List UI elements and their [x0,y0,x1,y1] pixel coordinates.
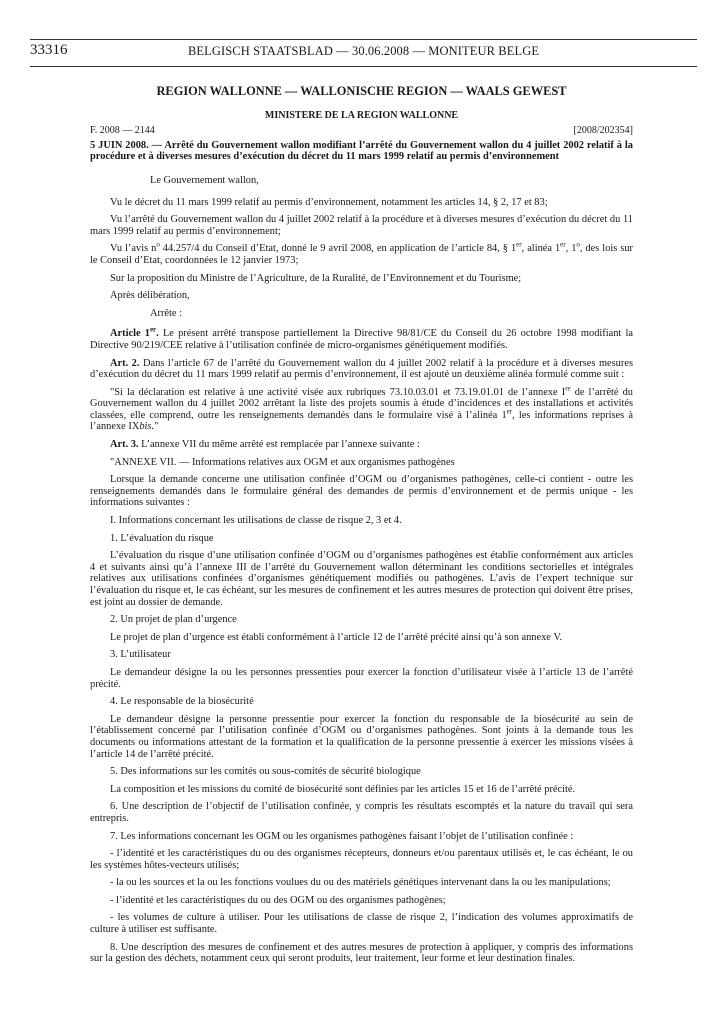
page-header [30,40,697,66]
act-title: 5 JUIN 2008. — Arrêté du Gouvernement wallon modifiant l’arrêté du Gouvernement wallon du 4 juillet 2002 relatif à la procédure et à diverses mesures d’exécution du décret du 11 mars 1999 relatif au permis d’environnement [90,139,633,163]
article-1: Article 1er. Le présent arrêté transpose partiellement la Directive 98/81/CE du Conseil du 26 octobre 1998 modifiant la Directive 90/219/CEE relative à l’utilisation confinée de micro-organismes génétiquement modifiés. [90,325,633,351]
page-number: 33316 [30,42,68,58]
article-2-quote: "Si la déclaration est relative à une activité visée aux rubriques 73.10.03.01 et 73.19.01.01 de l’annexe Ire de l’arrêté du Gouvernement wallon du 4 juillet 2002 arrêtant la liste des projets soumis à étude d’incidences et des installations et activités classées, elle comprend, outre les renseignements demandés dans le formulaire visé à l’alinéa 1er, les informations reprises à l’annexe IXbis." [90,384,633,433]
running-title: BELGISCH STAATSBLAD — 30.06.2008 — MONITEUR BELGE [187,44,540,58]
list-item: - la ou les sources et la ou les fonctions voulues du ou des matériels génétiques intervenant dans la ou les manipulations; [110,877,611,889]
section-4-title: 4. Le responsable de la biosécurité [110,696,254,708]
document-body [90,86,633,971]
recital-vu-avis: Vu l’avis $n^o$ 44.257/4 du Conseil d’Etat, donné le 9 avril 2008, en application de l’article 84, § 1er, alinéa 1er, 1$^o$, des lois sur le Conseil d’Etat, coordonnées le 12 janvier 1973; [90,240,633,266]
section-5-text: La composition et les missions du comité de biosécurité sont définies par les articles 15 et 16 de l’arrêté précité. [110,783,576,795]
article-2-label: Art. 2. [110,357,140,369]
reference-number: F. 2008 — 2144 [90,125,155,137]
recital-deliberation: Après délibération, [110,290,190,302]
section-4-text: Le demandeur désigne la personne pressentie pour exercer la fonction du responsable de la biosécurité au sein de l’établissement concerné par l’utilisation confinée d’OGM ou d’organismes pathogènes. Sont joints à la demande tous les documents ou informations attestant de la formation et la qualification de la personne pressentie à exercer les missions visées à l’article 14 de l’arrêté précité. [90,713,633,760]
section-1-text: L’évaluation du risque d’une utilisation confinée d’OGM ou d’organismes pathogènes est établie conformément aux articles 4 et suivants ainsi qu’à l’annexe III de l’arrêté du Gouvernement wallon déterminant les conditions sectorielles et intégrales relatives aux utilisations confinées d’organismes génétiquement modifiés ou pathogènes. L’avis de l’expert technique sur l’évaluation du risque et, le cas échéant, sur les mesures de confinement et les autres mesures de protection qui doivent être prises, est joint au dossier de demande. [90,550,633,608]
list-item: - l’identité et les caractéristiques du ou des organismes récepteurs, donneurs et/ou parentaux utilisés et, le cas échéant, le ou les systèmes hôtes-vecteurs utilisés; [90,848,633,871]
section-3-text: Le demandeur désigne la ou les personnes pressenties pour exercer la fonction d’utilisateur visée à l’article 13 de l’arrêté précité. [90,666,633,690]
section-2-title: 2. Un projet de plan d’urgence [110,614,237,626]
annex-intro: Lorsque la demande concerne une utilisation confinée d’OGM ou d’organismes pathogènes, celle-ci contient - outre les renseignements demandés dans le formulaire général des demandes de permis d’environnement et de permis unique - les informations suivantes : [90,474,633,509]
greeting: Le Gouvernement wallon, [150,174,259,186]
region-title: REGION WALLONNE — WALLONISCHE REGION — WAALS GEWEST [156,84,567,98]
article-3-label: Art. 3. [110,439,139,451]
section-6-text: 6. Une description de l’objectif de l’utilisation confinée, y compris les résultats escomptés et la nature du travail qui sera entrepris. [90,801,633,824]
section-3-title: 3. L’utilisateur [110,649,171,661]
list-item: - l’identité et les caractéristiques du ou des OGM ou des organismes pathogènes; [110,894,446,906]
section-2-text: Le projet de plan d’urgence est établi conformément à l’article 12 de l’arrêté précité ainsi qu’à son annexe V. [110,631,563,643]
section-1-title: 1. L’évaluation du risque [110,532,214,544]
ministry-title: MINISTERE DE LA REGION WALLONNE [264,109,459,121]
recital-proposition: Sur la proposition du Ministre de l’Agriculture, de la Ruralité, de l’Environnement et du Tourisme; [110,272,522,284]
header-bottom-rule [30,66,697,67]
article-1-label: Article 1er. [110,325,159,340]
recital-vu-arrete: Vu l’arrêté du Gouvernement wallon du 4 juillet 2002 relatif à la procédure et à diverses mesures d’exécution du décret du 11 mars 1999 relatif au permis d’environnement; [90,214,633,237]
arrete-formula: Arrête : [150,307,183,319]
reference-code: [2008/202354] [573,125,633,137]
article-2: Art. 2. Dans l’article 67 de l’arrêté du Gouvernement wallon du 4 juillet 2002 relatif à la procédure et à diverses mesures d’exécution du décret du 11 mars 1999 relatif au permis d’environnement, il est ajouté un deuxième alinéa formulé comme suit : [90,357,633,381]
recital-vu-decret: Vu le décret du 11 mars 1999 relatif au permis d’environnement, notamment les articles 14, § 2, 17 et 83; [110,196,548,208]
section-5-title: 5. Des informations sur les comités ou sous-comités de sécurité biologique [110,766,421,778]
annex-title: "ANNEXE VII. — Informations relatives aux OGM et aux organismes pathogènes [110,456,455,468]
article-3: Art. 3. L’annexe VII du même arrêté est remplacée par l’annexe suivante : [110,439,420,451]
section-7-title: 7. Les informations concernant les OGM ou les organismes pathogènes faisant l’objet de l’utilisation confinée : [110,830,574,842]
list-item: - les volumes de culture à utiliser. Pour les utilisations de classe de risque 2, l’indication des volumes approximatifs de culture à utiliser est suffisante. [90,912,633,936]
reference-line [90,125,633,137]
section-8-text: 8. Une description des mesures de confinement et des autres mesures de protection à appliquer, y compris des informations sur la gestion des déchets, notamment ceux qui seront produits, leur traitement, leur forme et leur destination finales. [90,941,633,965]
section-I: I. Informations concernant les utilisations de classe de risque 2, 3 et 4. [110,515,402,527]
